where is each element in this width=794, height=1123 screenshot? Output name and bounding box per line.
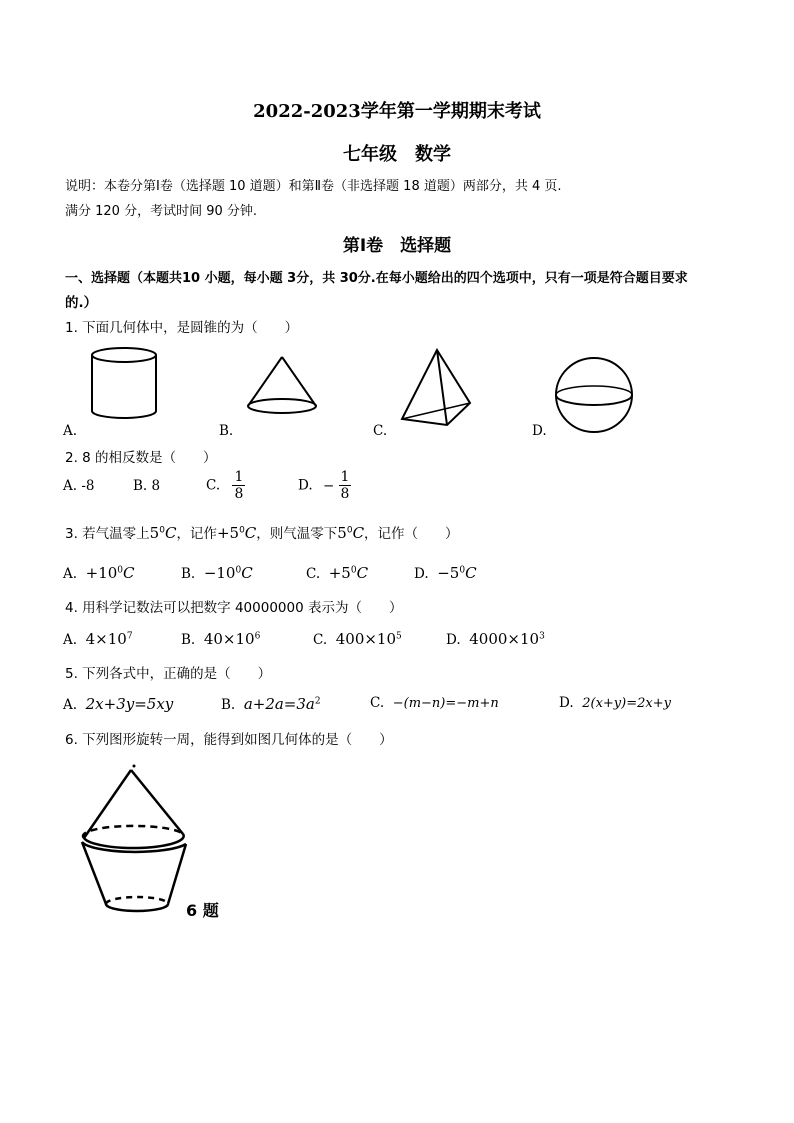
q3-unit2: C [244,524,257,542]
q5-option-b[interactable] [221,695,321,713]
section-instruction-1: 一、选择题（本题共10 小题，每小题 3分，共 30分.在每小题给出的四个选项中，只有一项是符合题目要求 [65,271,688,286]
q3-option-c[interactable] [306,564,368,582]
q3-d-unit: C [465,564,477,582]
q3-stem-part1: 3. 若气温零上 [65,526,150,542]
q3-unit1: C [164,524,177,542]
q4-b-label: B. [181,632,196,648]
q3-b-value: −10 [203,564,236,582]
q4-c-base: 400×10 [335,630,397,648]
q2-option-d-label: D. [298,477,313,494]
cylinder-figure [86,345,162,427]
q5-a-label: A. [63,697,78,713]
q2-option-d-fraction [339,469,352,502]
q5-b-label: B. [221,697,236,713]
q3-option-d[interactable] [414,564,477,582]
q2-option-c[interactable] [206,469,245,502]
q3-stem-part4: ，记作（ ） [364,526,459,542]
q4-d-base: 4000×10 [469,630,540,648]
q4-option-c[interactable] [313,630,402,648]
q4-a-label: A. [63,632,78,648]
q5-b-expression: a+2a=3a [243,695,315,713]
q3-stem-part3: ，则气温零下 [256,526,338,542]
q5-d-label: D. [559,695,574,711]
q3-unit3: C [352,524,365,542]
q2-c-denominator: 8 [234,486,244,502]
q3-val3: 5 [337,524,347,542]
q3-deg3: 0 [346,525,353,536]
q5-stem: 5. 下列各式中，正确的是（ ） [65,666,272,682]
q2-option-d[interactable] [298,469,351,502]
q3-option-b[interactable] [181,564,253,582]
q3-c-deg: 0 [350,565,357,576]
q3-stem [65,522,459,542]
q6-stem: 6. 下列图形旋转一周，能得到如图几何体的是（ ） [65,732,393,748]
q3-val2: +5 [216,524,240,542]
q3-c-unit: C [356,564,369,582]
q4-d-exp: 3 [539,631,545,642]
q5-option-d[interactable] [559,695,671,711]
q3-a-deg: 0 [117,565,124,576]
q3-option-a[interactable] [63,564,135,582]
q5-c-label: C. [370,695,385,711]
q1-stem: 1. 下面几何体中，是圆锥的为（ ） [65,320,299,336]
section-title: 第Ⅰ卷 选择题 [342,236,452,256]
q3-a-unit: C [123,564,135,582]
q5-c-expression: −(m−n)=−m+n [392,696,499,711]
q3-val1: 5 [149,524,160,542]
q4-b-exp: 6 [254,631,261,642]
cone-figure [243,354,321,420]
q3-b-label: B. [181,566,196,582]
q5-option-c[interactable] [370,695,499,711]
q3-deg1: 0 [159,525,165,536]
q4-stem: 4. 用科学记数法可以把数字 40000000 表示为（ ） [65,600,403,616]
q2-stem: 2. 8 的相反数是（ ） [65,450,217,466]
q2-d-numerator: 1 [340,469,350,485]
q3-a-label: A. [63,566,78,582]
q3-b-unit: C [241,564,253,582]
q2-option-c-fraction [232,469,245,502]
q3-d-value: −5 [437,564,460,582]
q2-d-sign: − [322,477,335,494]
q3-d-deg: 0 [459,565,466,576]
q3-a-value: +10 [85,564,118,582]
q4-a-base: 4×10 [85,630,127,648]
q2-option-c-label: C. [206,477,221,494]
q3-stem-part2: ，记作 [176,526,217,542]
pyramid-figure [397,347,475,429]
q4-a-exp: 7 [126,631,133,642]
section-instruction-2: 的.） [65,295,98,311]
q1-option-c[interactable]: C. [373,423,388,439]
q2-option-b[interactable]: B. 8 [133,478,161,494]
exam-subtitle: 七年级 数学 [343,144,451,165]
q5-a-expression: 2x+3y=5xy [85,695,174,713]
q3-d-label: D. [414,566,429,582]
q6-figure-label: 6 题 [186,901,219,920]
sphere-figure [553,356,635,434]
q4-c-exp: 5 [396,631,402,642]
q3-c-label: C. [306,566,321,582]
q3-b-deg: 0 [235,565,242,576]
q5-d-expression: 2(x+y)=2x+y [582,696,671,711]
q2-d-denominator: 8 [340,486,350,502]
exam-note-2: 满分 120 分，考试时间 90 分钟. [65,204,258,219]
q3-c-value: +5 [328,564,351,582]
cone-frustum-figure [76,762,256,922]
q1-option-a[interactable]: A. [63,423,78,439]
q4-c-label: C. [313,632,328,648]
q2-c-numerator: 1 [234,469,244,485]
exam-title: 2022-2023学年第一学期期末考试 [253,101,541,122]
q2-option-a[interactable]: A. -8 [63,478,95,494]
exam-note-1: 说明：本卷分第Ⅰ卷（选择题 10 道题）和第Ⅱ卷（非选择题 18 道题）两部分，共 4 页. [65,179,562,194]
q1-option-d[interactable]: D. [532,423,547,439]
q4-option-a[interactable] [63,630,133,648]
q4-option-d[interactable] [446,630,545,648]
q4-option-b[interactable] [181,630,260,648]
q4-d-label: D. [446,632,461,648]
q1-option-b[interactable]: B. [219,423,234,439]
q4-b-base: 40×10 [203,630,255,648]
q3-deg2: 0 [239,525,245,536]
q5-option-a[interactable] [63,695,173,713]
q5-b-exp: 2 [314,696,321,707]
